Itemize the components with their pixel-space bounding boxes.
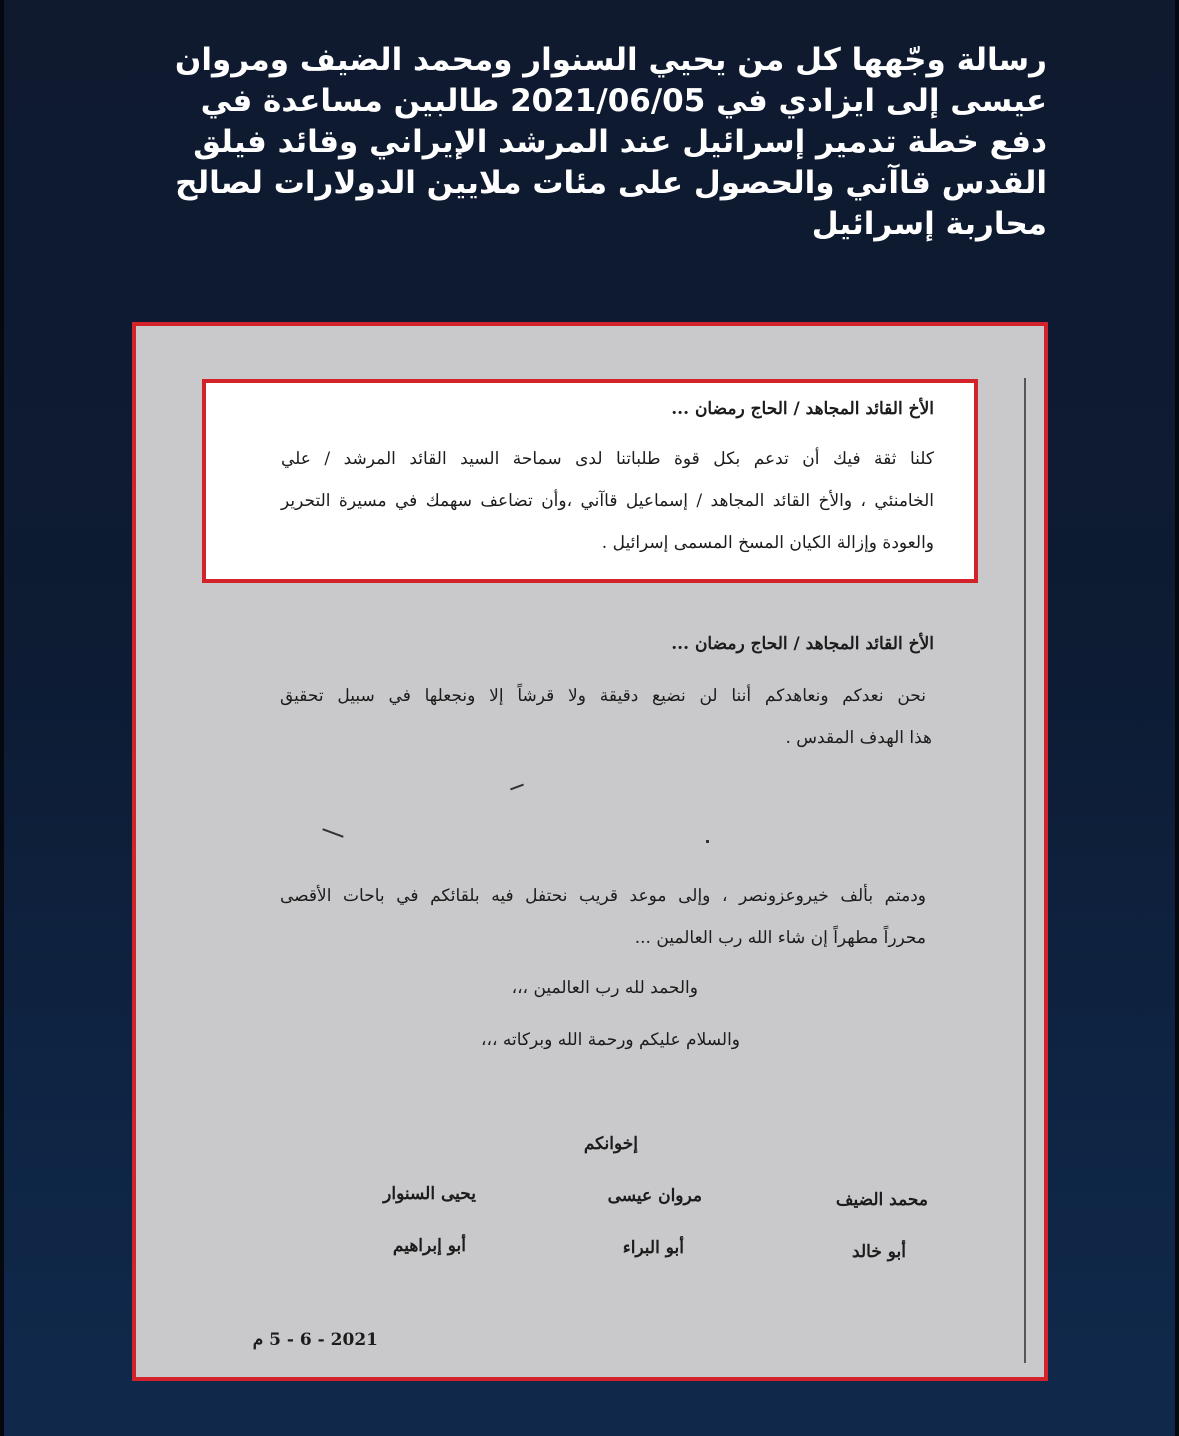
section2-line-1: نحن نعدكم ونعاهدكم أننا لن نضيع دقيقة ولا قرشاً إلا ونجعلها في سبيل تحقيق xyxy=(280,686,926,706)
box-line-2: الخامنئي ، والأخ القائد المجاهد / إسماعيل قاآني ،وأن تضاعف سهمك في مسيرة التحرير xyxy=(281,491,934,511)
box-line-3: والعودة وإزالة الكيان المسخ المسمى إسرائيل . xyxy=(601,533,934,553)
signatory-kunya-2: أبو البراء xyxy=(622,1238,684,1258)
signatory-name-2: مروان عيسى xyxy=(607,1186,702,1206)
closing-praise: والحمد لله رب العالمين ،،، xyxy=(511,978,698,998)
headline-caption: رسالة وجّهها كل من يحيي السنوار ومحمد الضيف ومروان عيسى إلى ايزادي في 2021/06/05 طالبين مساعدة في دفع خطة تدمير إسرائيل عند المرشد الإيراني وقائد فيلق القدس قاآني والحصول على مئات ملايين الدولارات لصالح محاربة إسرائيل xyxy=(174,42,1047,242)
letter-date: 2021 - 6 - 5 م xyxy=(252,1330,378,1350)
signoff-label: إخوانكم xyxy=(583,1134,638,1154)
section2-line-2: هذا الهدف المقدس . xyxy=(785,728,932,748)
section2-salutation: الأخ القائد المجاهد / الحاج رمضان ... xyxy=(671,634,934,654)
scan-speck xyxy=(322,828,343,837)
highlighted-passage xyxy=(202,379,978,583)
box-salutation: الأخ القائد المجاهد / الحاج رمضان ... xyxy=(671,399,934,419)
closing-line-1: ودمتم بألف خيروعزونصر ، وإلى موعد قريب نحتفل فيه بلقائكم في باحات الأقصى xyxy=(280,886,926,906)
frame-edge-left xyxy=(0,0,4,1436)
box-line-1: كلنا ثقة فيك أن تدعم بكل قوة طلباتنا لدى سماحة السيد القائد المرشد / علي xyxy=(281,449,934,469)
signatory-name-1: محمد الضيف xyxy=(835,1190,928,1210)
closing-salam: والسلام عليكم ورحمة الله وبركاته ،،، xyxy=(481,1030,740,1050)
scan-speck xyxy=(510,784,524,791)
closing-line-2: محرراً مطهراً إن شاء الله رب العالمين ... xyxy=(634,928,926,948)
frame-edge-right xyxy=(1175,0,1179,1436)
signatory-kunya-1: أبو خالد xyxy=(852,1242,906,1262)
signatory-name-3: يحيى السنوار xyxy=(383,1184,476,1204)
scan-page-edge xyxy=(1024,378,1026,1363)
signatory-kunya-3: أبو إبراهيم xyxy=(392,1236,466,1256)
scan-speck xyxy=(706,840,709,843)
letter-scan xyxy=(132,322,1048,1381)
